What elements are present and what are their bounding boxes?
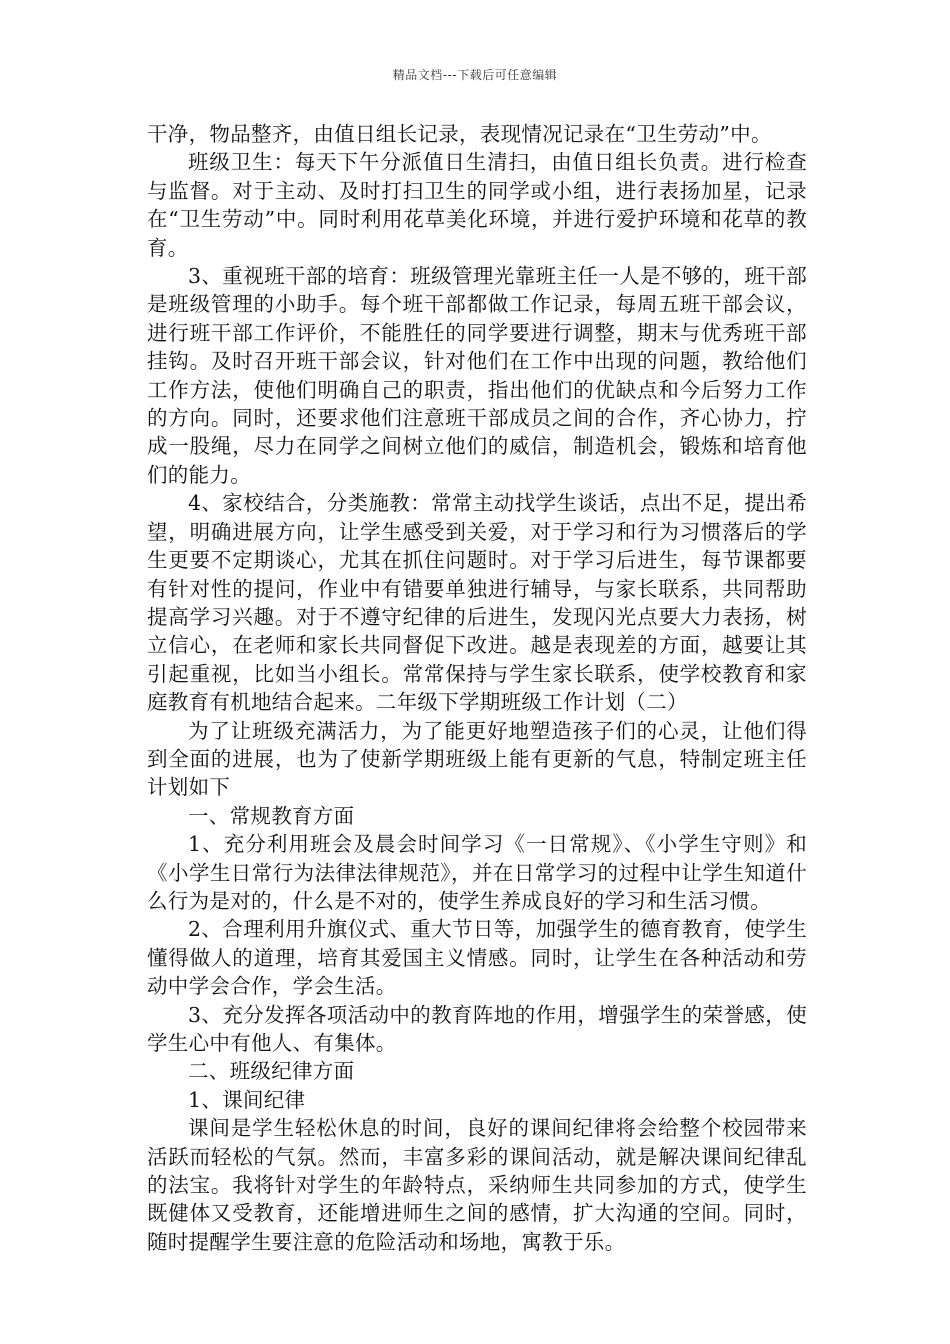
subsection-heading: 1、课间纪律	[188, 1087, 306, 1112]
paragraph: 3、重视班干部的培育：班级管理光靠班主任一人是不够的，班干部是班级管理的小助手。每个班干部都做工作记录，每周五班干部会议，进行班干部工作评价，不能胜任的同学要进行调整，期末与优秀班干部挂钩。及时召开班干部会议，针对他们在工作中出现的问题，教给他们工作方法，使他们明确自己的职责，指出他们的优缺点和今后努力工作的方向。同时，还要求他们注意班干部成员之间的合作，齐心协力，拧成一股绳，尽力在同学之间树立他们的威信，制造机会，锻炼和培育他们的能力。	[147, 264, 807, 487]
paragraph: 课间是学生轻松休息的时间，良好的课间纪律将会给整个校园带来活跃而轻松的气氛。然而，丰富多彩的课间活动，就是解决课间纪律乱的法宝。我将针对学生的年龄特点，采纳师生共同参加的方式，使学生既健体又受教育，还能增进师生之间的感情，扩大沟通的空间。同时，随时提醒学生要注意的危险活动和场地，寓教于乐。	[147, 1116, 807, 1254]
paragraph: 干净，物品整齐，由值日组长记录，表现情况记录在“卫生劳动”中。	[147, 122, 772, 146]
paragraph: 班级卫生：每天下午分派值日生清扫，由值日组长负责。进行检查与监督。对于主动、及时打扫卫生的同学或小组，进行表扬加星，记录在“卫生劳动”中。同时利用花草美化环境，并进行爱护环境和花草的教育。	[147, 150, 807, 260]
paragraph: 1、充分利用班会及晨会时间学习《一日常规》、《小学生守则》和《小学生日常行为法律法律规范》，并在日常学习的过程中让学生知道什么行为是对的，什么是不对的，使学生养成良好的学习和生活习惯。	[147, 832, 807, 913]
document-body	[147, 120, 807, 1256]
paragraph: 为了让班级充满活力，为了能更好地塑造孩子们的心灵，让他们得到全面的进展，也为了使新学期班级上能有更新的气息，特制定班主任计划如下	[147, 718, 807, 800]
page-header: 精品文档---下载后可任意编辑	[392, 68, 558, 82]
paragraph: 2、合理利用升旗仪式、重大节日等，加强学生的德育教育，使学生懂得做人的道理，培育其爱国主义情感。同时，让学生在各种活动和劳动中学会合作，学会生活。	[147, 917, 807, 999]
paragraph: 4、家校结合，分类施教：常常主动找学生谈话，点出不足，提出希望，明确进展方向，让学生感受到关爱，对于学习和行为习惯落后的学生更要不定期谈心，尤其在抓住问题时。对于学习后进生，每节课都要有针对性的提问，作业中有错要单独进行辅导，与家长联系，共同帮助提高学习兴趣。对于不遵守纪律的后进生，发现闪光点要大力表扬，树立信心，在老师和家长共同督促下改进。越是表现差的方面，越要让其引起重视，比如当小组长。常常保持与学生家长联系，使学校教育和家庭教育有机地结合起来。二年级下学期班级工作计划（二）	[147, 491, 807, 715]
paragraph: 3、充分发挥各项活动中的教育阵地的作用，增强学生的荣誉感，使学生心中有他人、有集体。	[147, 1002, 807, 1055]
section-heading: 一、常规教育方面	[188, 803, 355, 828]
section-heading: 二、班级纪律方面	[188, 1059, 355, 1084]
